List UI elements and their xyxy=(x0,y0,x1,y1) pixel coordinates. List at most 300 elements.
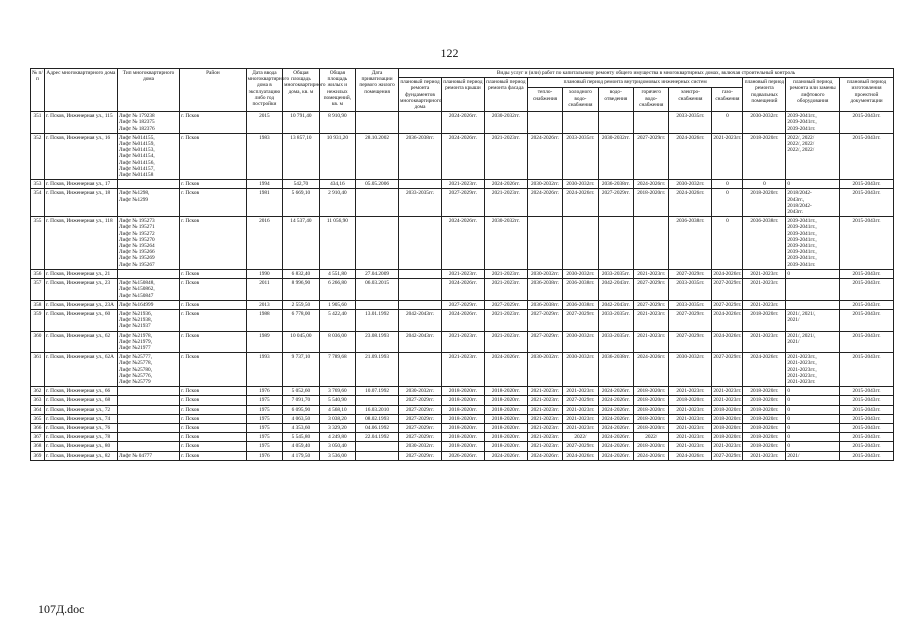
cell-num: 368 xyxy=(31,442,45,451)
cell-lift-line: 2021/ xyxy=(787,452,800,459)
cell-foundation: 2027-2029гг. xyxy=(399,451,442,460)
cell-district: г. Псков xyxy=(180,331,247,353)
cell-hot: 2022/ xyxy=(634,433,669,442)
cell-lift-line: 0 xyxy=(787,406,791,413)
page-number: 122 xyxy=(440,46,459,60)
cell-facade: 2018-2020гг. xyxy=(484,433,527,442)
cell-basement: 2018-2020гг. xyxy=(743,442,786,451)
cell-lift xyxy=(786,405,840,414)
table-row xyxy=(31,112,894,134)
cell-lift-line: 0 xyxy=(787,443,791,450)
cell-cold: 2030-2032гг. xyxy=(563,353,598,387)
cell-cold: 2021-2023гг. xyxy=(563,414,598,423)
cell-living-area: 4 551,80 xyxy=(319,269,355,278)
header-foundation: плановый период ремонта фундаментов многоквартирного дома xyxy=(400,79,442,111)
cell-elec: 2027-2029гг. xyxy=(669,309,712,331)
cell-foundation: 2030-2032гг. xyxy=(399,442,442,451)
cell-lift-line: 2039-2041гг. xyxy=(787,261,816,268)
table-row xyxy=(31,442,894,451)
cell-living-area: 3 050,40 xyxy=(319,442,355,451)
cell-drain xyxy=(598,112,633,134)
cell-elec: 2033-2035гг. xyxy=(669,112,712,134)
cell-address: г. Псков, Инженерная ул., 21 xyxy=(44,269,117,278)
cell-gas: 2027-2029гг. xyxy=(713,452,742,459)
cell-living-area: 2 910,40 xyxy=(319,189,355,217)
header-works-group: Виды услуг и (или) работ по капитальному ремонту общего имущества в многоквартирных домах, включая строительный контроль xyxy=(399,69,894,78)
cell-lift-line: 0 xyxy=(787,397,791,404)
cell-district: г. Псков xyxy=(180,112,247,134)
cell-gas: 2021-2023гг. xyxy=(713,388,742,395)
cell-lift-line: 2021/ xyxy=(787,338,800,345)
header-year: Дата ввода многоквартирного дома в эксплуатацию либо год постройки xyxy=(246,69,282,112)
cell-drain: 2024-2026гг. xyxy=(598,387,633,396)
cell-district: г. Псков xyxy=(180,353,247,387)
cell-heat: 2024-2026гг. xyxy=(527,133,562,179)
cell-basement: 0 xyxy=(743,180,786,189)
header-total-area: Общая площадь многоквартирного дома, кв. м xyxy=(283,69,319,112)
cell-hot: 2018-2020гг. xyxy=(634,405,669,414)
cell-year: 1975 xyxy=(246,396,282,405)
cell-lift xyxy=(786,133,840,179)
cell-lift-line: 2039-2041гг., xyxy=(787,230,817,237)
table-row xyxy=(31,414,894,423)
header-heat: тепло-снабжения xyxy=(527,88,562,112)
cell-lift-line: 2021/, 2021/, xyxy=(787,332,816,339)
cell-district: г. Псков xyxy=(180,309,247,331)
cell-lifts xyxy=(117,279,179,301)
cell-hot xyxy=(634,217,669,270)
table-row xyxy=(31,405,894,414)
cell-num: 362 xyxy=(31,387,45,396)
table-row xyxy=(31,217,894,270)
cell-heat: 2021-2023гг. xyxy=(527,423,562,432)
cell-lifts xyxy=(117,451,179,460)
cell-address: г. Псков, Инженерная ул., 68 xyxy=(44,396,117,405)
cell-facade: 2018-2020гг. xyxy=(484,387,527,396)
cell-lift-line: 2018/2042- xyxy=(787,202,812,209)
cell-lift-line: 0 xyxy=(787,388,791,395)
cell-facade: 2024-2026гг. xyxy=(484,451,527,460)
cell-gas: 2018-2020гг. xyxy=(713,434,742,441)
cell-privatization: 05.05.2006 xyxy=(356,180,399,189)
cell-living-area: 1 905,60 xyxy=(319,300,355,309)
table-row xyxy=(31,133,894,179)
cell-address: г. Псков, Инженерная ул., 16 xyxy=(44,133,117,179)
cell-hot: 2018-2020гг. xyxy=(634,387,669,396)
cell-drain: 2024-2026гг. xyxy=(598,405,633,414)
cell-num: 357 xyxy=(31,279,45,301)
cell-heat: 2021-2023гг. xyxy=(527,405,562,414)
cell-roof: 2021-2023гг. xyxy=(441,269,484,278)
cell-facade: 2018-2020гг. xyxy=(484,442,527,451)
cell-facade: 2018-2020гг. xyxy=(484,396,527,405)
cell-gas: 2024-2026гг. xyxy=(712,331,743,353)
cell-total-area: 542,70 xyxy=(283,180,319,189)
cell-lift-line: 2039-2041гг., xyxy=(787,113,817,120)
cell-facade: 2021-2023гг. xyxy=(484,189,527,217)
cell-foundation xyxy=(399,180,442,189)
cell-lifts xyxy=(117,387,179,396)
cell-lifts-line: Лифт № 195273 xyxy=(118,218,155,225)
cell-heat xyxy=(527,217,562,270)
cell-lifts-line: Лифт №25780, xyxy=(118,366,153,373)
cell-facade: 2018-2020гг. xyxy=(484,405,527,414)
cell-year: 1975 xyxy=(246,405,282,414)
cell-hot: 2021-2023гг. xyxy=(634,331,669,353)
cell-lifts xyxy=(117,217,179,270)
cell-privatization xyxy=(356,451,399,460)
cell-foundation: 2027-2029гг. xyxy=(399,433,442,442)
cell-cold: 2022/ xyxy=(563,433,598,442)
cell-foundation: 2033-2035гг. xyxy=(399,189,442,217)
cell-privatization xyxy=(356,442,399,451)
cell-basement: 2036-2038гг. xyxy=(743,217,786,270)
cell-num: 353 xyxy=(31,180,45,189)
cell-lifts xyxy=(117,396,179,405)
cell-total-area: 14 537,40 xyxy=(283,217,319,270)
cell-privatization: 16.03.2010 xyxy=(356,405,399,414)
cell-lift-line: 2043гг. xyxy=(787,209,804,216)
cell-address: г. Псков, Инженерная ул., 76 xyxy=(44,423,117,432)
cell-num: 361 xyxy=(31,353,45,387)
header-hot: горячего водо-снабжения xyxy=(634,88,669,112)
cell-privatization xyxy=(356,189,399,217)
cell-elec: 2021-2023гг. xyxy=(669,433,712,442)
cell-lift-line: 2039-2041гг., xyxy=(787,255,817,262)
cell-roof: 2021-2023гг. xyxy=(441,353,484,387)
cell-basement: 2018-2020гг. xyxy=(743,414,786,423)
cell-docs: 2015-2043гг. xyxy=(840,423,894,432)
cell-total-area: 10 791,40 xyxy=(283,112,319,134)
cell-elec: 2027-2029гг. xyxy=(669,269,712,278)
cell-lift-line: 2039-2041гг., xyxy=(787,243,817,250)
cell-foundation: 2042-2043гг. xyxy=(399,331,442,353)
cell-heat: 2021-2023гг. xyxy=(527,396,562,405)
cell-facade: 2021-2023гг. xyxy=(484,269,527,278)
cell-lifts-line: Лифт № 195270 xyxy=(118,236,155,243)
cell-foundation xyxy=(399,279,442,301)
cell-district: г. Псков xyxy=(180,180,247,189)
cell-year: 1975 xyxy=(246,423,282,432)
header-roof: плановый период ремонта крыши xyxy=(441,78,484,112)
cell-facade: 2030-2032гг. xyxy=(484,217,527,270)
cell-gas: 2027-2029гг. xyxy=(713,301,742,308)
cell-facade: 2030-2032гг. xyxy=(484,112,527,134)
cell-cold: 2027-2029гг. xyxy=(563,442,598,451)
cell-hot: 2021-2023гг. xyxy=(634,309,669,331)
cell-lifts xyxy=(117,269,179,278)
cell-lift-line: 2021/, 2021/, xyxy=(787,310,816,317)
cell-roof: 2018-2020гг. xyxy=(441,405,484,414)
cell-heat: 2021-2023гг. xyxy=(527,433,562,442)
cell-cold: 2024-2026гг. xyxy=(563,451,598,460)
cell-lifts-line: Лифт № 195269 xyxy=(118,255,155,262)
cell-heat: 2036-2038гг. xyxy=(527,279,562,301)
header-house-type: Тип многоквартирного дома xyxy=(117,69,179,112)
cell-cold: 2024-2026гг. xyxy=(563,189,598,217)
cell-heat: 2027-2029гг. xyxy=(527,309,562,331)
cell-drain: 2024-2026гг. xyxy=(598,396,633,405)
cell-heat: 2021-2023гг. xyxy=(527,442,562,451)
cell-hot xyxy=(634,112,669,134)
cell-lift xyxy=(786,353,840,387)
cell-address: г. Псков, Инженерная ул., 18 xyxy=(44,189,117,217)
cell-basement: 2018-2020гг. xyxy=(743,387,786,396)
cell-elec: 2024-2026гг. xyxy=(669,189,712,217)
cell-district: г. Псков xyxy=(180,396,247,405)
cell-docs: 2015-2043гг. xyxy=(840,442,894,451)
cell-year: 1990 xyxy=(246,269,282,278)
cell-hot: 2024-2026гг. xyxy=(634,451,669,460)
cell-num: 355 xyxy=(31,217,45,270)
table-row xyxy=(31,269,894,278)
table-row xyxy=(31,451,894,460)
table-row xyxy=(31,396,894,405)
cell-docs: 2015-2043гг. xyxy=(840,451,894,460)
cell-cold: 2027-2029гг. xyxy=(563,396,598,405)
cell-privatization: 21.09.1993 xyxy=(356,353,399,387)
cell-cold: 2033-2035гг. xyxy=(563,133,598,179)
cell-hot: 2018-2020гг. xyxy=(634,442,669,451)
cell-drain: 2042-2043гг. xyxy=(598,300,633,309)
cell-lift-line: 0 xyxy=(787,434,791,441)
cell-drain: 2024-2026гг. xyxy=(598,433,633,442)
cell-district: г. Псков xyxy=(180,217,247,270)
cell-total-area: 7 091,70 xyxy=(283,396,319,405)
cell-lift xyxy=(786,279,840,301)
cell-heat: 2027-2029гг. xyxy=(527,331,562,353)
cell-year: 2013 xyxy=(246,300,282,309)
cell-lift xyxy=(786,269,840,278)
cell-lifts-line: Лифт №21979, xyxy=(118,338,153,345)
cell-roof: 2018-2020гг. xyxy=(441,433,484,442)
cell-elec: 2021-2023гг. xyxy=(669,414,712,423)
header-num: № п/п xyxy=(31,69,45,112)
cell-gas: 0 xyxy=(712,217,743,270)
cell-drain: 2024-2026гг. xyxy=(598,442,633,451)
cell-living-area: 6 266,80 xyxy=(319,279,355,301)
cell-elec: 2018-2020гг. xyxy=(669,396,712,405)
header-elec: электро-снабжения xyxy=(669,88,712,112)
cell-foundation: 2030-2032гг. xyxy=(399,387,442,396)
cell-hot: 2027-2029гг. xyxy=(634,279,669,301)
table-row xyxy=(31,353,894,387)
cell-cold: 2021-2023гг. xyxy=(563,423,598,432)
cell-living-area: 3 769,60 xyxy=(319,387,355,396)
cell-lift-line: 2039-2041гг., xyxy=(787,249,817,256)
cell-lifts xyxy=(117,309,179,331)
cell-docs: 2015-2043гг. xyxy=(840,433,894,442)
cell-docs: 2015-2043гг. xyxy=(840,414,894,423)
cell-foundation: 2027-2029гг. xyxy=(399,414,442,423)
cell-year: 1989 xyxy=(246,331,282,353)
cell-basement: 2018-2020гг. xyxy=(743,189,786,217)
cell-total-area: 8 996,90 xyxy=(283,279,319,301)
cell-total-area: 6 832,40 xyxy=(283,269,319,278)
cell-year: 2015 xyxy=(246,112,282,134)
cell-lifts-line: Лифт №014157, xyxy=(118,165,155,172)
cell-facade: 2018-2020гг. xyxy=(484,423,527,432)
cell-lifts xyxy=(117,189,179,217)
cell-hot: 2018-2020гг. xyxy=(634,396,669,405)
cell-privatization: 13.01.1992 xyxy=(356,309,399,331)
cell-year: 1993 xyxy=(246,353,282,387)
header-living-area: Общая площадь жилых и нежилых помещений, кв. м xyxy=(319,69,355,112)
cell-num: 366 xyxy=(31,423,45,432)
cell-lift-line: 2021-2023гг., xyxy=(787,360,817,367)
cell-elec: 2027-2029гг. xyxy=(669,331,712,353)
cell-total-area: 6 095,90 xyxy=(283,405,319,414)
cell-lift-line: 2021-2023гг., xyxy=(787,366,817,373)
cell-privatization xyxy=(356,300,399,309)
header-privatization: Дата приватизации первого жилого помещения xyxy=(356,69,399,112)
cell-total-area: 9 737,10 xyxy=(283,353,319,387)
cell-lifts xyxy=(117,331,179,353)
cell-gas: 2027-2029гг. xyxy=(712,279,743,301)
cell-privatization: 22.04.1992 xyxy=(356,433,399,442)
capital-repair-table xyxy=(30,68,894,461)
cell-docs: 2015-2043гг. xyxy=(840,180,894,189)
header-basement: плановый период ремонта подвальных помещений xyxy=(743,78,786,112)
cell-elec: 2030-2032гг. xyxy=(669,353,712,387)
cell-lifts xyxy=(117,300,179,309)
cell-drain xyxy=(598,217,633,270)
cell-living-area: 3 038,20 xyxy=(319,414,355,423)
cell-basement: 2021-2023гг. xyxy=(743,331,786,353)
cell-basement: 2021-2023гг. xyxy=(743,279,786,301)
header-systems-group: плановый период ремонта внутридомовых инженерных систем xyxy=(527,78,743,88)
cell-basement: 2030-2032гг. xyxy=(743,112,786,134)
cell-total-area: 10 045,00 xyxy=(283,331,319,353)
cell-cold: 2030-2032гг. xyxy=(563,331,598,353)
cell-docs: 2015-2043гг. xyxy=(840,309,894,331)
cell-basement: 2018-2020гг. xyxy=(743,309,786,331)
cell-living-area: 10 931,20 xyxy=(319,133,355,179)
cell-living-area: 3 536,00 xyxy=(319,451,355,460)
header-drain: водо-отведения xyxy=(598,88,633,112)
cell-gas: 2018-2020гг. xyxy=(713,415,742,422)
cell-address: г. Псков, Инженерная ул., 60 xyxy=(44,309,117,331)
cell-living-area: 4 249,80 xyxy=(319,433,355,442)
cell-year: 1975 xyxy=(246,442,282,451)
cell-docs: 2015-2043гг. xyxy=(840,300,894,309)
cell-drain: 2033-2035гг. xyxy=(598,309,633,331)
table-row xyxy=(31,309,894,331)
table-row xyxy=(31,279,894,301)
cell-hot: 2027-2029гг. xyxy=(634,133,669,179)
cell-gas: 2018-2020гг. xyxy=(713,424,742,431)
header-district: Район xyxy=(180,69,247,112)
cell-lifts xyxy=(117,353,179,387)
cell-total-area: 5 052,60 xyxy=(283,387,319,396)
cell-elec: 2021-2023гг. xyxy=(669,387,712,396)
cell-facade: 2027-2029гг. xyxy=(484,300,527,309)
cell-facade: 2021-2023гг. xyxy=(484,309,527,331)
cell-num: 356 xyxy=(31,269,45,278)
cell-address: г. Псков, Инженерная ул., 62 xyxy=(44,331,117,353)
cell-total-area: 5 545,80 xyxy=(283,433,319,442)
table-row xyxy=(31,423,894,432)
cell-lift-line: 0 xyxy=(787,415,791,422)
cell-lifts-line: Лифт №014158 xyxy=(118,172,154,179)
cell-gas: 2018-2020гг. xyxy=(713,406,742,413)
cell-lift-line: 2021/ xyxy=(787,317,800,324)
cell-elec: 2036-2038гг. xyxy=(669,217,712,270)
cell-heat: 2030-2032гг. xyxy=(527,353,562,387)
cell-hot: 2018-2020гг. xyxy=(634,189,669,217)
cell-docs: 2015-2043гг. xyxy=(840,396,894,405)
cell-foundation: 2042-2043гг. xyxy=(399,309,442,331)
cell-lift xyxy=(786,112,840,134)
cell-basement: 2018-2020гг. xyxy=(743,405,786,414)
cell-num: 359 xyxy=(31,309,45,331)
cell-lift-line: 2043гг., xyxy=(787,196,805,203)
cell-district: г. Псков xyxy=(180,433,247,442)
cell-docs: 2015-2043гг. xyxy=(840,405,894,414)
cell-lifts-line: Лифт №150848, xyxy=(118,280,155,287)
cell-address: г. Псков, Инженерная ул., 72 xyxy=(44,405,117,414)
cell-num: 351 xyxy=(31,112,45,134)
cell-lifts xyxy=(117,405,179,414)
cell-lift-line: 0 xyxy=(787,270,791,277)
cell-elec: 2024-2026гг. xyxy=(669,451,712,460)
cell-hot: 2024-2026гг. xyxy=(634,353,669,387)
cell-district: г. Псков xyxy=(180,414,247,423)
cell-gas: 2021-2023гг. xyxy=(712,133,743,179)
cell-gas: 2024-2026гг. xyxy=(712,309,743,331)
cell-lift xyxy=(786,387,840,396)
header-address: Адрес многоквартирного дома xyxy=(44,69,117,112)
cell-drain: 2033-2035гг. xyxy=(598,331,633,353)
cell-basement: 2021-2023гг. xyxy=(743,451,786,460)
cell-district: г. Псков xyxy=(180,279,247,301)
cell-foundation: 2027-2029гг. xyxy=(399,423,442,432)
header-facade: плановый период ремонта фасада xyxy=(484,78,527,112)
table-row xyxy=(31,180,894,189)
cell-address: г. Псков, Инженерная ул., 66 xyxy=(44,387,117,396)
cell-address: г. Псков, Инженерная ул., 82 xyxy=(44,451,117,460)
cell-basement: 2018-2020гг. xyxy=(743,433,786,442)
cell-year: 1975 xyxy=(246,433,282,442)
cell-basement: 2018-2020гг. xyxy=(743,396,786,405)
cell-district: г. Псков xyxy=(180,442,247,451)
cell-facade: 2024-2026гг. xyxy=(484,180,527,189)
cell-basement: 2018-2020гг. xyxy=(743,133,786,179)
cell-lift xyxy=(786,451,840,460)
cell-lift-line: 2022/, 2022/ xyxy=(787,147,815,154)
header-gas: газо-снабжения xyxy=(712,88,743,112)
cell-lifts-line: Лифт №21978, xyxy=(118,332,153,339)
cell-heat: 2024-2026гг. xyxy=(527,189,562,217)
cell-docs: 2015-2043гг. xyxy=(840,112,894,134)
cell-docs: 2015-2043гг. xyxy=(840,353,894,387)
cell-foundation xyxy=(399,353,442,387)
cell-foundation: 2027-2029гг. xyxy=(399,405,442,414)
cell-num: 352 xyxy=(31,133,45,179)
cell-cold: 2030-2032гг. xyxy=(563,269,598,278)
cell-lift-line: 2021-2023гг., xyxy=(787,372,817,379)
cell-roof: 2024-2026гг. xyxy=(441,217,484,270)
cell-district: г. Псков xyxy=(180,423,247,432)
cell-lift xyxy=(786,217,840,270)
table-body xyxy=(31,112,894,461)
cell-drain: 2036-2038гг. xyxy=(598,180,633,189)
cell-num: 365 xyxy=(31,414,45,423)
cell-lift xyxy=(786,309,840,331)
cell-privatization: 08.02.1993 xyxy=(356,414,399,423)
cell-num: 354 xyxy=(31,189,45,217)
cell-address: г. Псков, Инженерная ул., 118 xyxy=(44,217,117,270)
